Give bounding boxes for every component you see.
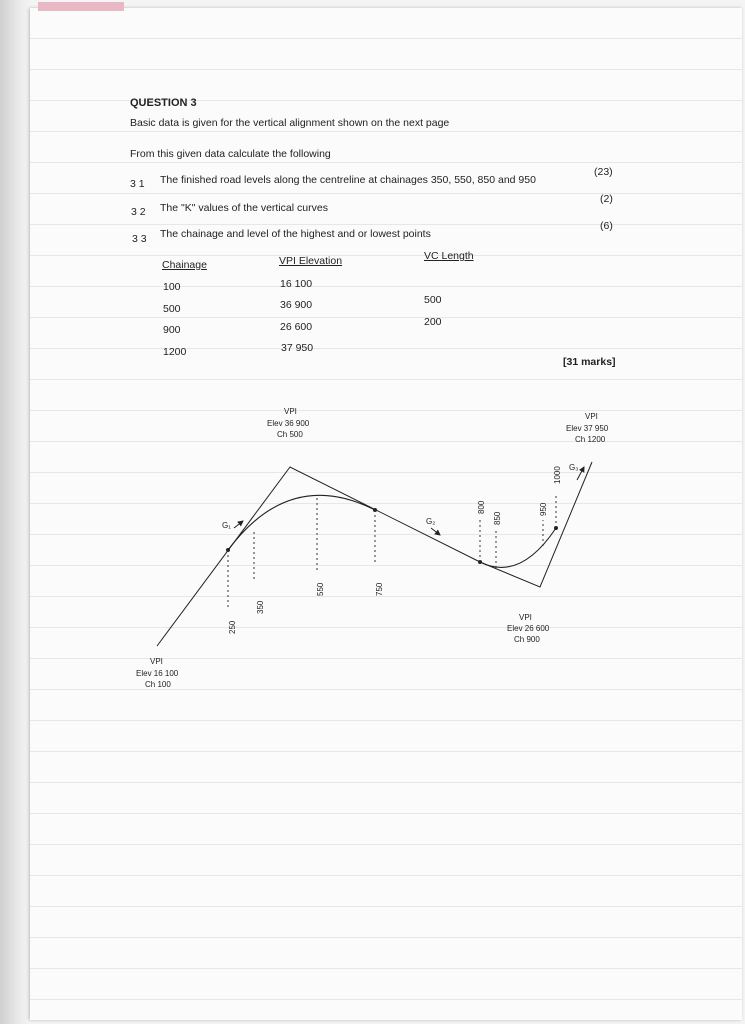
- table-cell-elevation: 36 900: [280, 299, 313, 311]
- table-cell-chainage: 900: [163, 324, 181, 336]
- svg-text:VPI: VPI: [519, 613, 532, 622]
- part-marks: (2): [600, 193, 613, 205]
- part-marks: (6): [600, 220, 613, 232]
- vpi-label-ch500: [267, 407, 310, 439]
- table-cell-vc-length: 200: [424, 316, 442, 328]
- table-cell-chainage: 1200: [163, 346, 187, 358]
- crest-curve: [228, 495, 375, 550]
- chainage-label: 850: [493, 511, 502, 525]
- chainage-label: 950: [539, 502, 548, 516]
- part-text: The chainage and level of the highest and or lowest points: [160, 228, 431, 240]
- sag-curve: [480, 528, 556, 567]
- svg-text:Ch 100: Ch 100: [145, 680, 171, 689]
- chainage-label: 1000: [553, 466, 562, 484]
- svg-text:Ch 500: Ch 500: [277, 430, 303, 439]
- part-marks: (23): [594, 166, 613, 178]
- chainage-label: 550: [316, 582, 325, 596]
- svg-text:VPI: VPI: [585, 412, 598, 421]
- grade-label-g3: G₃: [569, 463, 579, 472]
- grade-label-g1: G₁: [222, 521, 231, 530]
- part-text: The "K" values of the vertical curves: [160, 202, 328, 214]
- table-cell-elevation: 26 600: [280, 321, 313, 333]
- part-number: 3 1: [130, 178, 145, 190]
- part-text: The finished road levels along the centreline at chainages 350, 550, 850 and 950: [160, 174, 536, 186]
- chainage-label: 750: [375, 582, 384, 596]
- question-intro: Basic data is given for the vertical alignment shown on the next page: [130, 117, 450, 129]
- question-instruction: From this given data calculate the following: [130, 148, 331, 160]
- svg-text:Ch 1200: Ch 1200: [575, 435, 606, 444]
- grade-arrow-g2: [431, 528, 440, 535]
- chainage-label: 250: [228, 620, 237, 634]
- question-title: QUESTION 3: [130, 97, 197, 109]
- grade-label-g2: G₂: [426, 517, 436, 526]
- svg-text:Elev 16 100: Elev 16 100: [136, 669, 179, 678]
- vpi-label-ch900: [507, 613, 550, 644]
- svg-text:VPI: VPI: [150, 657, 163, 666]
- part-number: 3 3: [132, 233, 147, 245]
- svg-text:VPI: VPI: [284, 407, 297, 416]
- table-cell-chainage: 500: [163, 303, 181, 315]
- chainage-label: 350: [256, 600, 265, 614]
- chainage-label: 800: [477, 500, 486, 514]
- svg-text:Elev 37 950: Elev 37 950: [566, 424, 609, 433]
- table-header-elevation: VPI Elevation: [279, 255, 343, 267]
- vpi-label-ch100: [136, 657, 179, 689]
- table-header-chainage: Chainage: [162, 259, 207, 271]
- total-marks: [31 marks]: [563, 356, 616, 368]
- svg-text:Elev 36 900: Elev 36 900: [267, 419, 310, 428]
- grade-arrow-g1: [234, 521, 243, 528]
- table-cell-chainage: 100: [163, 281, 181, 293]
- svg-text:Elev 26 600: Elev 26 600: [507, 624, 550, 633]
- svg-text:Ch 900: Ch 900: [514, 635, 540, 644]
- table-cell-vc-length: 500: [424, 294, 442, 306]
- vpi-label-ch1200: [566, 412, 609, 444]
- table-cell-elevation: 37 950: [281, 342, 314, 354]
- part-number: 3 2: [131, 206, 146, 218]
- table-cell-elevation: 16 100: [280, 278, 313, 290]
- table-header-vc-length: VC Length: [424, 250, 474, 262]
